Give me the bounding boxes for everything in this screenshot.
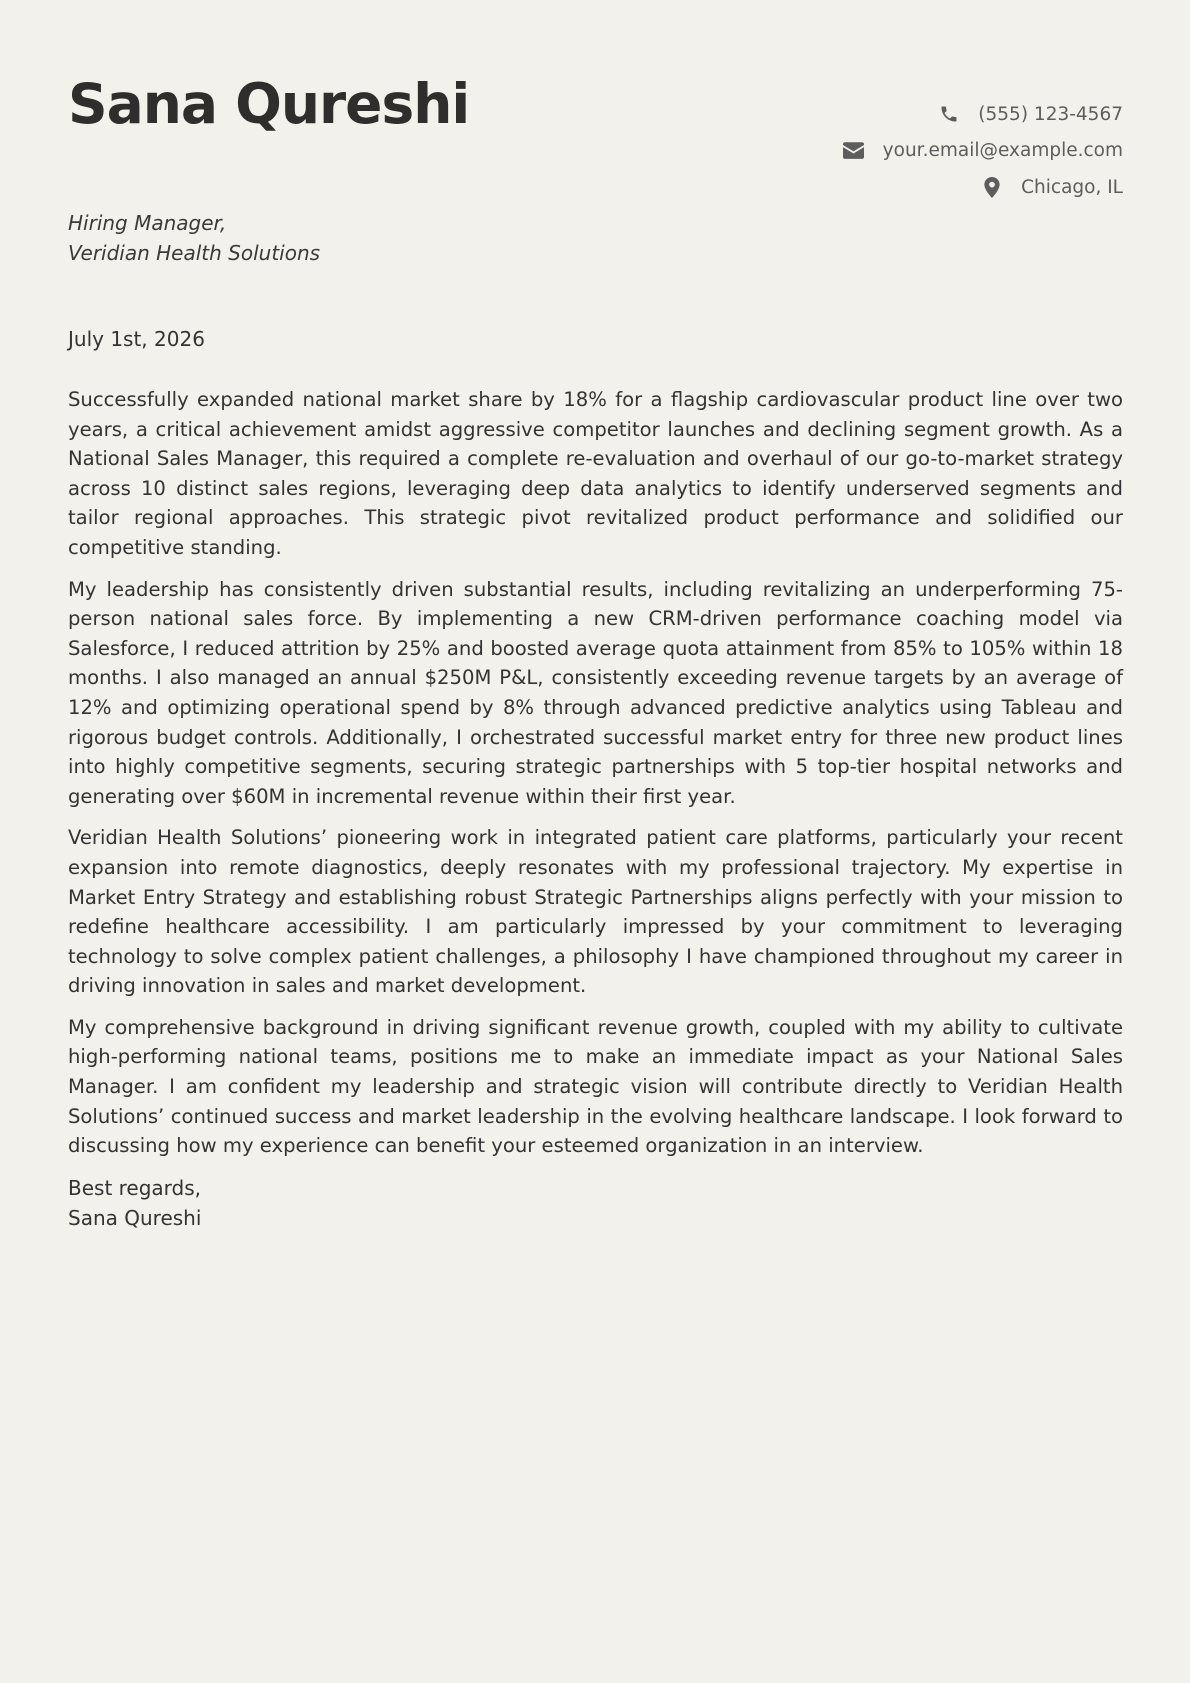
letter-closing [68,1173,1123,1233]
body-paragraph: Successfully expanded national market share by 18% for a flagship cardiovascular product line over two years, a critical achievement amidst aggressive competitor launches and declining segment growth. As a National Sales Manager, this required a complete re-evaluation and overhaul of our go-to-market strategy across 10 distinct sales regions, leveraging deep data analytics to identify underserved segments and tailor regional approaches. This strategic pivot revitalized product performance and solidified our competitive standing. [68,388,1123,559]
email-address[interactable]: your.email@example.com [882,140,1123,162]
phone-number[interactable]: (555) 123-4567 [978,103,1123,125]
location-text: Chicago, IL [1021,176,1123,198]
contact-phone [843,96,1123,133]
closing-salutation: Best regards, [68,1175,202,1200]
contact-email [843,133,1123,170]
body-paragraph: Veridian Health Solutions’ pioneering work in integrated patient care platforms, particularly your recent expansion into remote diagnostics, deeply resonates with my professional trajectory. My expertise in Market Entry Strategy and establishing robust Strategic Partnerships aligns perfectly with your mission to redefine healthcare accessibility. I am particularly impressed by your commitment to leveraging technology to solve complex patient challenges, a philosophy I have championed throughout my career in driving innovation in sales and market development. [68,826,1123,998]
envelope-icon [843,140,865,162]
body-paragraph: My comprehensive background in driving significant revenue growth, coupled with my ability to cultivate high-performing national teams, positions me to make an immediate impact as your National Sales Manager. I am confident my leadership and strategic vision will contribute directly to Veridian Health Solutions’ continued success and market leadership in the evolving healthcare landscape. I look forward to discussing how my experience can benefit your esteemed organization in an interview. [68,1015,1123,1158]
recipient-block [68,208,1123,268]
closing-signature: Sana Qureshi [68,1205,202,1230]
recipient-title: Hiring Manager, [68,211,227,235]
contact-info [843,96,1123,206]
map-pin-icon [981,176,1003,198]
applicant-name: Sana Qureshi [68,72,470,136]
letter-body [68,385,1123,1161]
recipient-company: Veridian Health Solutions [68,241,321,265]
letter-date: July 1st, 2026 [68,327,205,351]
letter-header [68,74,1123,204]
phone-icon [938,103,960,125]
body-paragraph: My leadership has consistently driven substantial results, including revitalizing an underperforming 75-person national sales force. By implementing a new CRM-driven performance coaching model via Salesforce, I reduced attrition by 25% and boosted average quota attainment from 85% to 105% within 18 months. I also managed an annual $250M P&L, consistently exceeding revenue targets by an average of 12% and optimizing operational spend by 8% through advanced predictive analytics using Tableau and rigorous budget controls. Additionally, I orchestrated successful market entry for three new product lines into highly competitive segments, securing strategic partnerships with 5 top-tier hospital networks and generating over $60M in incremental revenue within their first year. [68,577,1123,808]
cover-letter [68,74,1123,1233]
contact-location [843,169,1123,206]
